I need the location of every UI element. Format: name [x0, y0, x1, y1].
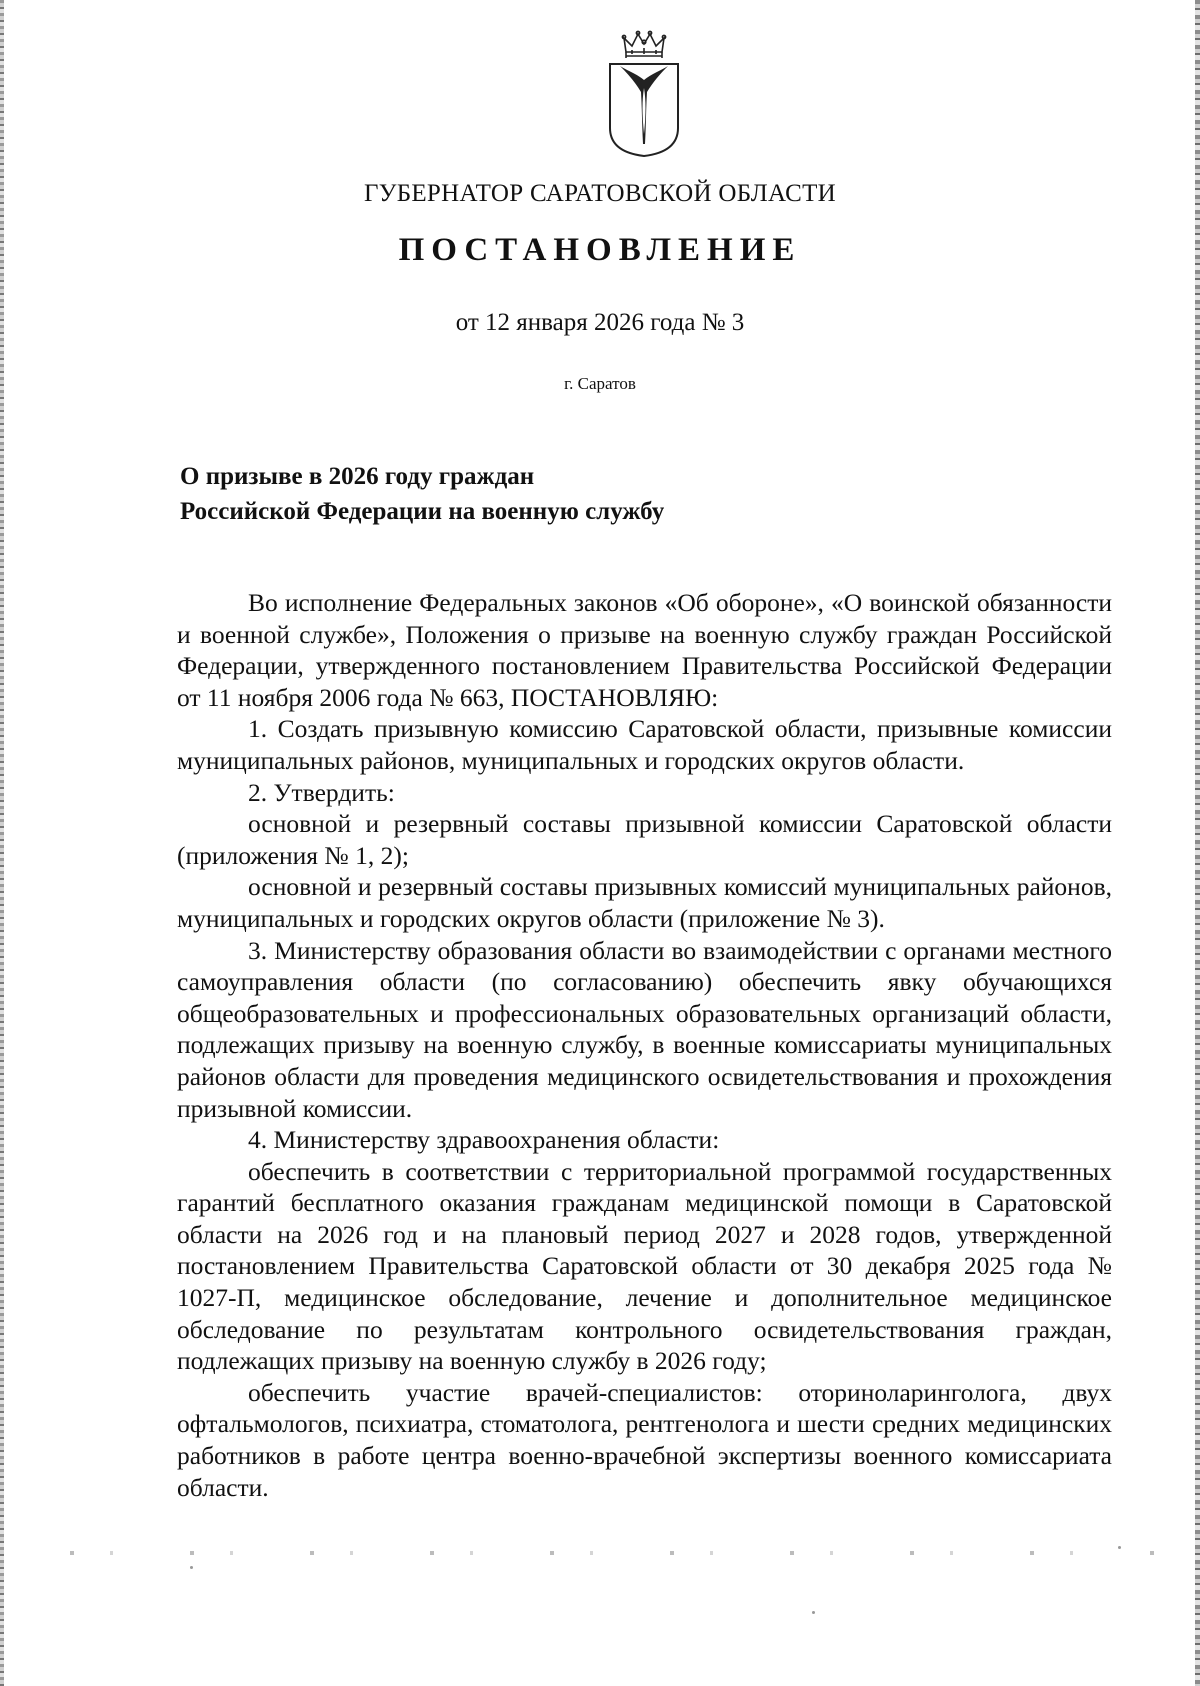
document-body: [177, 587, 1112, 1503]
scan-speck: [1118, 1546, 1121, 1549]
subject-line: О призыве в 2026 году граждан: [180, 463, 535, 490]
clause-paragraph: 3. Министерству образования области во взаимодействии с органами местного самоуправления области (по согласованию) обеспечить явку обучающихся общеобразовательных и профессиональных образовательных организаций области, подлежащих призыву на военную службу, в военные комиссариаты муниципальных районов области для проведения медицинского освидетельствования и прохождения призывной комиссии.: [177, 935, 1112, 1123]
document-subject: [180, 459, 880, 529]
authority-title: ГУБЕРНАТОР САРАТОВСКОЙ ОБЛАСТИ: [363, 180, 837, 207]
preamble-paragraph: Во исполнение Федеральных законов «Об обороне», «О воинской обязанности и военной службе», Положения о призыве на военную службу граждан Российской Федерации, утвержденного постановлением Правительства Российской Федерации от 11 ноября 2006 года № 663, ПОСТАНОВЛЯЮ:: [177, 588, 1112, 712]
scan-speck: [812, 1611, 815, 1614]
scan-speck: [190, 1566, 193, 1569]
clause-paragraph: основной и резервный составы призывной комиссии Саратовской области (приложения № 1, 2);: [177, 809, 1112, 870]
clause-paragraph: обеспечить в соответствии с территориальной программой государственных гарантий бесплатного оказания гражданам медицинской помощи в Саратовской области на 2026 год и на плановый период 2027 и 2028 годов, утвержденной постановлением Правительства Саратовской области от 30 декабря 2025 года № 1027-П, медицинское обследование, лечение и дополнительное медицинское обследование по результатам контрольного освидетельствования граждан, подлежащих призыву на военную службу в 2026 году;: [177, 1156, 1112, 1376]
document-type: ПОСТАНОВЛЕНИЕ: [398, 232, 802, 268]
subject-line: Российской Федерации на военную службу: [180, 498, 665, 525]
document-date-number: от 12 января 2026 года № 3: [455, 309, 745, 336]
clause-paragraph: 4. Министерству здравоохранения области:: [248, 1125, 720, 1155]
document-city: г. Саратов: [564, 374, 636, 393]
scan-artifact-line: [40, 1551, 1160, 1555]
saratov-coat-of-arms-icon: [604, 30, 684, 160]
clause-paragraph: основной и резервный составы призывных комиссий муниципальных районов, муниципальных и городских округов области (приложение № 3).: [177, 872, 1112, 933]
clause-paragraph: 2. Утвердить:: [248, 777, 395, 807]
clause-paragraph: 1. Создать призывную комиссию Саратовской области, призывные комиссии муниципальных районов, муниципальных и городских округов области.: [177, 714, 1112, 775]
clause-paragraph: обеспечить участие врачей-специалистов: оториноларинголога, двух офтальмологов, психиатра, стоматолога, рентгенолога и шести средних медицинских работников в работе центра военно-врачебной экспертизы военного комиссариата области.: [177, 1377, 1112, 1502]
